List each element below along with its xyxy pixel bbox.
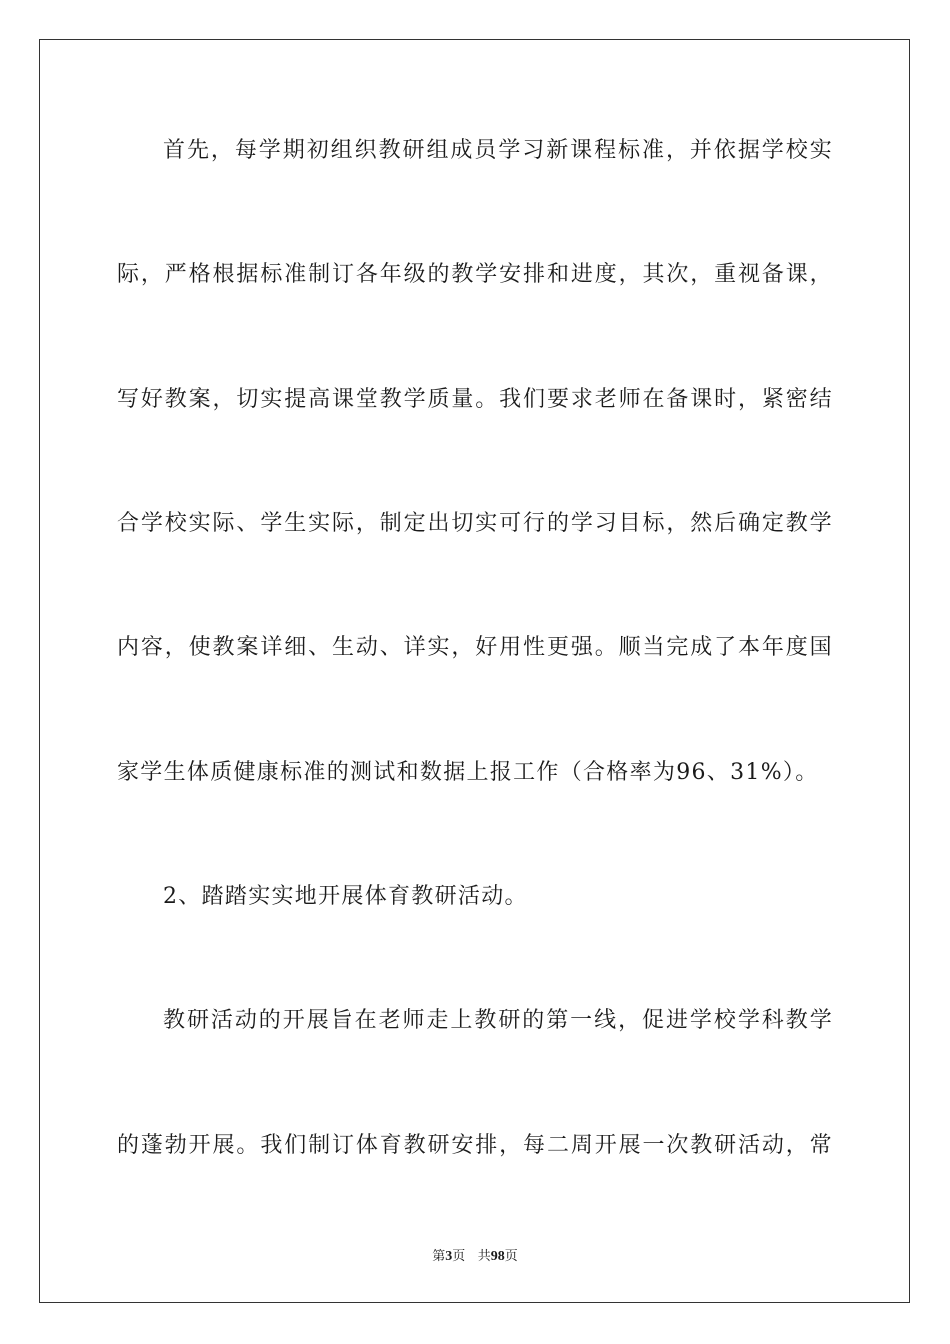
page-prefix: 第 — [432, 1249, 446, 1264]
section-heading: 2、踏踏实实地开展体育教研活动。 — [163, 884, 528, 909]
paragraph-line: 的蓬勃开展。我们制订体育教研安排，每二周开展一次教研活动，常 — [117, 1133, 833, 1158]
paragraph-line: 际，严格根据标准制订各年级的教学安排和进度，其次，重视备课， — [117, 262, 833, 287]
paragraph-line: 写好教案，切实提高课堂教学质量。我们要求老师在备课时，紧密结 — [117, 387, 833, 412]
page-number: 3 — [445, 1249, 453, 1264]
total-pages: 98 — [490, 1249, 505, 1264]
page-footer — [0, 1248, 950, 1266]
paragraph-line: 教研活动的开展旨在老师走上教研的第一线，促进学校学科教学 — [163, 1008, 833, 1033]
page-suffix: 页 — [452, 1249, 466, 1264]
total-suffix: 页 — [504, 1249, 518, 1264]
paragraph-line: 首先，每学期初组织教研组成员学习新课程标准，并依据学校实 — [163, 138, 833, 163]
paragraph-line: 合学校实际、学生实际，制定出切实可行的学习目标，然后确定教学 — [117, 511, 833, 536]
paragraph-line: 家学生体质健康标准的测试和数据上报工作（合格率为96、31%）。 — [117, 760, 819, 785]
page-border — [39, 39, 910, 1303]
total-prefix: 共 — [477, 1249, 491, 1264]
paragraph-line: 内容，使教案详细、生动、详实，好用性更强。顺当完成了本年度国 — [117, 635, 833, 660]
